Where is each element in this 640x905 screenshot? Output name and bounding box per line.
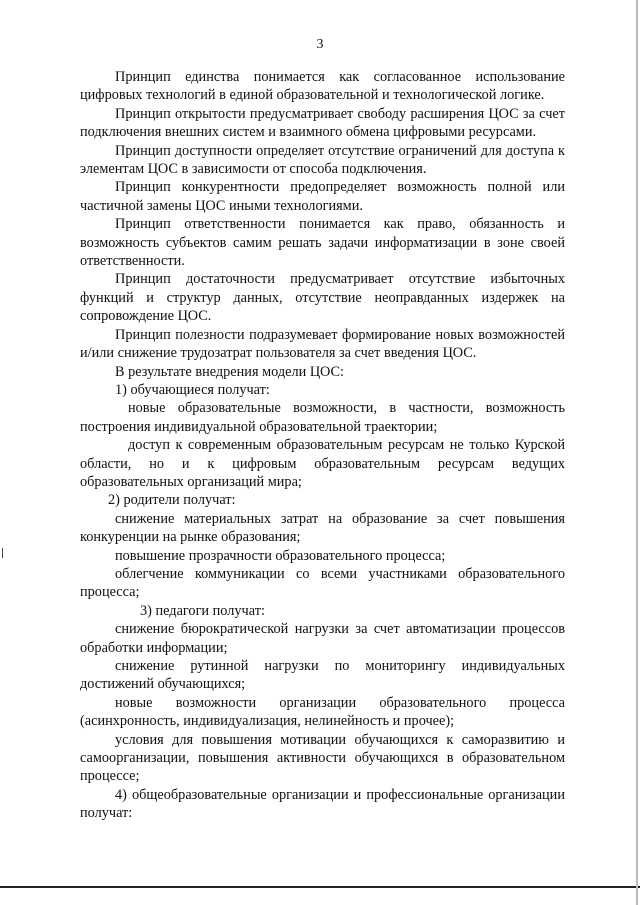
- list-item-teachers-bureaucracy: снижение бюрократической нагрузки за счет автоматизации процессов обработки информации;: [80, 621, 565, 656]
- scan-edge-line: [0, 886, 640, 888]
- paragraph-accessibility-principle: Принцип доступности определяет отсутствие ограничений для доступа к элементам ЦОС в зависимости от способа подключения.: [80, 142, 565, 178]
- paragraph-responsibility-principle: Принцип ответственности понимается как право, обязанность и возможность субъектов самим решать задачи информатизации в зоне своей ответственности.: [80, 216, 565, 270]
- paragraph-results-intro: В результате внедрения модели ЦОС:: [115, 363, 345, 380]
- list-item-parents-transparency: повышение прозрачности образовательного процесса;: [115, 547, 446, 564]
- list-item-parents-communication: облегчение коммуникации со всеми участниками образовательного процесса;: [80, 565, 565, 601]
- list-item-students-heading: 1) обучающиеся получат:: [115, 381, 270, 398]
- paragraph-openness-principle: Принцип открытости предусматривает свободу расширения ЦОС за счет подключения внешних систем и взаимного обмена цифровыми ресурсами.: [80, 105, 565, 141]
- paragraph-unity-principle: Принцип единства понимается как согласованное использование цифровых технологий в единой образовательной и технологической логике.: [80, 69, 565, 104]
- scan-edge-shadow: [636, 0, 638, 905]
- paragraph-usefulness-principle: Принцип полезности подразумевает формирование новых возможностей и/или снижение трудозатрат пользователя за счет введения ЦОС.: [80, 326, 565, 362]
- list-item-parents-heading: 2) родители получат:: [108, 492, 236, 509]
- list-item-students-opportunities: новые образовательные возможности, в частности, возможность построения индивидуальной образовательной траектории;: [80, 400, 565, 435]
- list-item-organizations-heading: 4) общеобразовательные организации и профессиональные организации получат:: [80, 786, 565, 822]
- page-number: 3: [316, 37, 324, 52]
- list-item-teachers-opportunities: новые возможности организации образовательного процесса (асинхронность, индивидуализация, нелинейность и прочее);: [80, 694, 565, 730]
- list-item-teachers-motivation: условия для повышения мотивации обучающихся к саморазвитию и самоорганизации, повышения активности обучающихся в образовательном процессе;: [80, 731, 565, 785]
- list-item-parents-costs: снижение материальных затрат на образование за счет повышения конкуренции на рынке образования;: [80, 510, 565, 546]
- paragraph-competitiveness-principle: Принцип конкурентности предопределяет возможность полной или частичной замены ЦОС иными технологиями.: [80, 179, 565, 214]
- paragraph-sufficiency-principle: Принцип достаточности предусматривает отсутствие избыточных функций и структур данных, отсутствие неоправданных издержек на сопровождение ЦОС.: [80, 271, 565, 325]
- list-item-students-access: доступ к современным образовательным ресурсам не только Курской области, но и к цифровым образовательным ресурсам ведущих образовательных организаций мира;: [80, 437, 565, 490]
- scan-artifact-mark: [2, 548, 3, 558]
- body-text: [80, 68, 565, 823]
- list-item-teachers-routine: снижение рутинной нагрузки по мониторингу индивидуальных достижений обучающихся;: [80, 658, 565, 693]
- list-item-teachers-heading: 3) педагоги получат:: [140, 602, 265, 619]
